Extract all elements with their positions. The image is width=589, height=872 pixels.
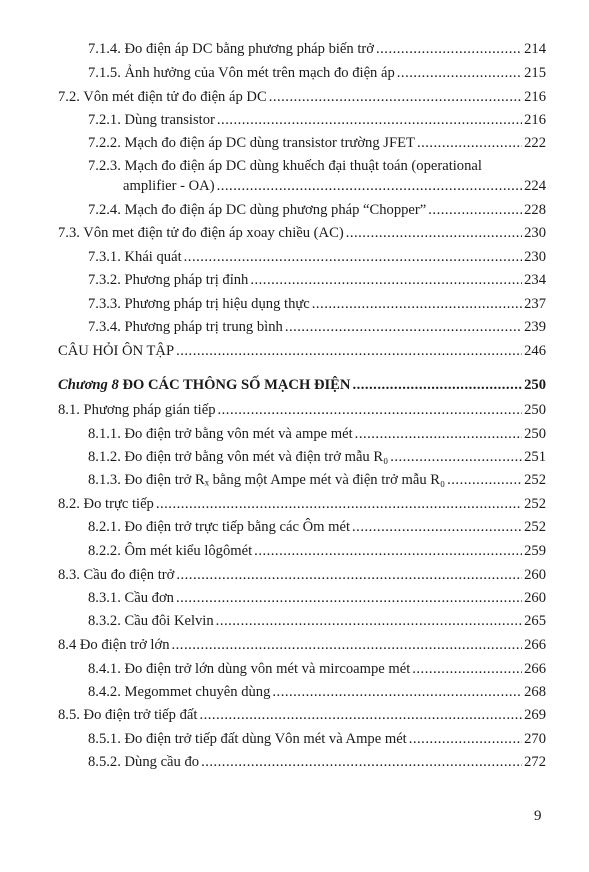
leader-dots xyxy=(176,342,522,360)
toc-entry[interactable] xyxy=(88,542,546,560)
toc-entry-title: 8.5.1. Đo điện trở tiếp đất dùng Vôn mét và Ampe mét xyxy=(88,731,407,747)
leader-dots xyxy=(428,201,522,219)
toc-entry[interactable] xyxy=(88,730,546,748)
leader-dots xyxy=(201,753,522,771)
leader-dots xyxy=(176,566,522,584)
toc-entry-title: 7.1.4. Đo điện áp DC bằng phương pháp biến trở xyxy=(88,41,374,57)
leader-dots xyxy=(176,589,522,607)
toc-entry-title: 8.4 Đo điện trở lớn xyxy=(58,637,170,653)
toc-entry-page: 214 xyxy=(524,41,546,57)
toc-entry-page: 252 xyxy=(524,496,546,512)
toc-entry-title: 8.4.2. Megommet chuyên dùng xyxy=(88,684,271,700)
leader-dots xyxy=(216,612,522,630)
toc-entry[interactable] xyxy=(88,40,546,58)
toc-entry[interactable] xyxy=(88,518,546,536)
toc-entry-page: 270 xyxy=(524,731,546,747)
toc-entry-title: 8.1. Phương pháp gián tiếp xyxy=(58,402,216,418)
toc-entry-title: 8.3. Cầu đo điện trở xyxy=(58,567,175,583)
leader-dots xyxy=(409,730,522,748)
leader-dots xyxy=(447,471,522,489)
toc-entry-page: 215 xyxy=(524,65,546,81)
leader-dots xyxy=(390,448,522,466)
toc-entry-page: 269 xyxy=(524,707,546,723)
toc-entry[interactable] xyxy=(88,248,546,266)
toc-entry-title-line1[interactable]: 7.2.3. Mạch đo điện áp DC dùng khuếch đại thuật toán (operational xyxy=(88,158,482,174)
toc-entry-title: 8.2.2. Ôm mét kiểu lôgômét xyxy=(88,543,253,559)
leader-dots xyxy=(217,177,523,195)
toc-entry-title: 7.1.5. Ảnh hưởng của Vôn mét trên mạch đo điện áp xyxy=(88,65,395,81)
toc-entry-page: 239 xyxy=(524,319,546,335)
toc-entry-title: 8.1.3. Đo điện trở Rₓ bằng một Ampe mét và điện trở mẫu R₀ xyxy=(88,472,446,488)
toc-section[interactable] xyxy=(58,495,546,513)
toc-entry-title: 8.4.1. Đo điện trở lớn dùng vôn mét và mircoampe mét xyxy=(88,661,411,677)
toc-entry-page: 265 xyxy=(524,613,546,629)
leader-dots xyxy=(272,683,522,701)
toc-entry-page: 234 xyxy=(524,272,546,288)
toc-entry[interactable] xyxy=(88,318,546,336)
toc-entry-page: 246 xyxy=(524,343,546,359)
toc-entry[interactable] xyxy=(88,612,546,630)
toc-section[interactable] xyxy=(58,401,546,419)
toc-entry[interactable] xyxy=(88,295,546,313)
toc-entry-page: 260 xyxy=(524,590,546,606)
toc-entry-page: 260 xyxy=(524,567,546,583)
leader-dots xyxy=(352,376,522,394)
toc-entry-page: 237 xyxy=(524,296,546,312)
toc-entry-page: 216 xyxy=(524,89,546,105)
toc-entry-page: 250 xyxy=(524,426,546,442)
leader-dots xyxy=(156,495,522,513)
toc-entry-title: 8.2. Đo trực tiếp xyxy=(58,496,154,512)
page-number: 9 xyxy=(534,808,542,824)
toc-entry-title: 7.2.1. Dùng transistor xyxy=(88,112,215,128)
leader-dots xyxy=(184,248,522,266)
leader-dots xyxy=(172,636,523,654)
toc-entry-page: 228 xyxy=(524,202,546,218)
toc-entry[interactable] xyxy=(88,111,546,129)
leader-dots xyxy=(312,295,522,313)
leader-dots xyxy=(218,401,523,419)
toc-entry-page: 222 xyxy=(524,135,546,151)
toc-entry[interactable] xyxy=(88,753,546,771)
toc-entry-page: 272 xyxy=(524,754,546,770)
toc-section[interactable] xyxy=(58,88,546,106)
toc-entry[interactable] xyxy=(88,683,546,701)
leader-dots xyxy=(417,134,522,152)
leader-dots xyxy=(346,224,522,242)
toc-entry-page: 266 xyxy=(524,661,546,677)
toc-entry[interactable] xyxy=(88,134,546,152)
leader-dots xyxy=(412,660,522,678)
toc-entry-page: 230 xyxy=(524,249,546,265)
leader-dots xyxy=(217,111,522,129)
toc-entry[interactable] xyxy=(88,589,546,607)
toc-entry-title: 8.5. Đo điện trở tiếp đất xyxy=(58,707,198,723)
toc-section[interactable] xyxy=(58,636,546,654)
leader-dots xyxy=(254,542,522,560)
leader-dots xyxy=(199,706,522,724)
toc-entry-title: 8.1.2. Đo điện trở bằng vôn mét và điện trở mẫu R₀ xyxy=(88,449,389,465)
toc-entry-title: 8.3.2. Cầu đôi Kelvin xyxy=(88,613,214,629)
toc-entry-title-line2: amplifier - OA) xyxy=(123,178,215,194)
toc-entry-title: 7.2.2. Mạch đo điện áp DC dùng transistor trường JFET xyxy=(88,135,415,151)
chapter-label: Chương 8 xyxy=(58,377,119,393)
toc-entry-page: 224 xyxy=(524,178,546,194)
toc-entry-page: 216 xyxy=(524,112,546,128)
leader-dots xyxy=(376,40,522,58)
toc-entry-page: 230 xyxy=(524,225,546,241)
toc-entry[interactable] xyxy=(88,271,546,289)
toc-entry-title: 7.3.4. Phương pháp trị trung bình xyxy=(88,319,283,335)
toc-entry[interactable] xyxy=(88,425,546,443)
toc-entry-page: 250 xyxy=(524,402,546,418)
toc-entry-title: 8.3.1. Cầu đơn xyxy=(88,590,174,606)
toc-entry-title: 7.3. Vôn met điện tử đo điện áp xoay chiều (AC) xyxy=(58,225,344,241)
chapter-heading xyxy=(58,376,350,394)
toc-entry[interactable] xyxy=(123,177,546,195)
toc-entry[interactable] xyxy=(88,201,546,219)
toc-entry-title: 7.2. Vôn mét điện tử đo điện áp DC xyxy=(58,89,267,105)
toc-entry-title: 7.3.3. Phương pháp trị hiệu dụng thực xyxy=(88,296,310,312)
toc-entry-page: 259 xyxy=(524,543,546,559)
toc-entry-title: 7.3.2. Phương pháp trị đỉnh xyxy=(88,272,249,288)
toc-section[interactable] xyxy=(58,342,546,360)
toc-entry-title: 8.1.1. Đo điện trở bằng vôn mét và ampe mét xyxy=(88,426,353,442)
toc-entry-page: 250 xyxy=(524,377,546,393)
leader-dots xyxy=(269,88,522,106)
leader-dots xyxy=(352,518,522,536)
toc-entry[interactable] xyxy=(88,660,546,678)
leader-dots xyxy=(397,64,522,82)
leader-dots xyxy=(285,318,522,336)
toc-entry-page: 251 xyxy=(524,449,546,465)
toc-entry-page: 266 xyxy=(524,637,546,653)
toc-entry[interactable] xyxy=(88,448,546,466)
toc-entry-page: 268 xyxy=(524,684,546,700)
toc-entry-page: 252 xyxy=(524,519,546,535)
leader-dots xyxy=(355,425,522,443)
toc-entry[interactable] xyxy=(88,64,546,82)
chapter-title: ĐO CÁC THÔNG SỐ MẠCH ĐIỆN xyxy=(122,377,351,393)
toc-entry-title: 7.3.1. Khái quát xyxy=(88,249,182,265)
toc-entry-title: CÂU HỎI ÔN TẬP xyxy=(58,343,175,359)
toc-chapter[interactable] xyxy=(58,376,546,394)
leader-dots xyxy=(250,271,522,289)
toc-section[interactable] xyxy=(58,224,546,242)
toc-section[interactable] xyxy=(58,706,546,724)
toc-entry-title: 7.2.4. Mạch đo điện áp DC dùng phương pháp “Chopper” xyxy=(88,202,427,218)
toc-entry-title: 8.2.1. Đo điện trở trực tiếp bằng các Ôm mét xyxy=(88,519,351,535)
toc-entry-title: 8.5.2. Dùng cầu đo xyxy=(88,754,200,770)
toc-section[interactable] xyxy=(58,566,546,584)
toc-entry[interactable] xyxy=(88,471,546,489)
toc-entry-page: 252 xyxy=(524,472,546,488)
